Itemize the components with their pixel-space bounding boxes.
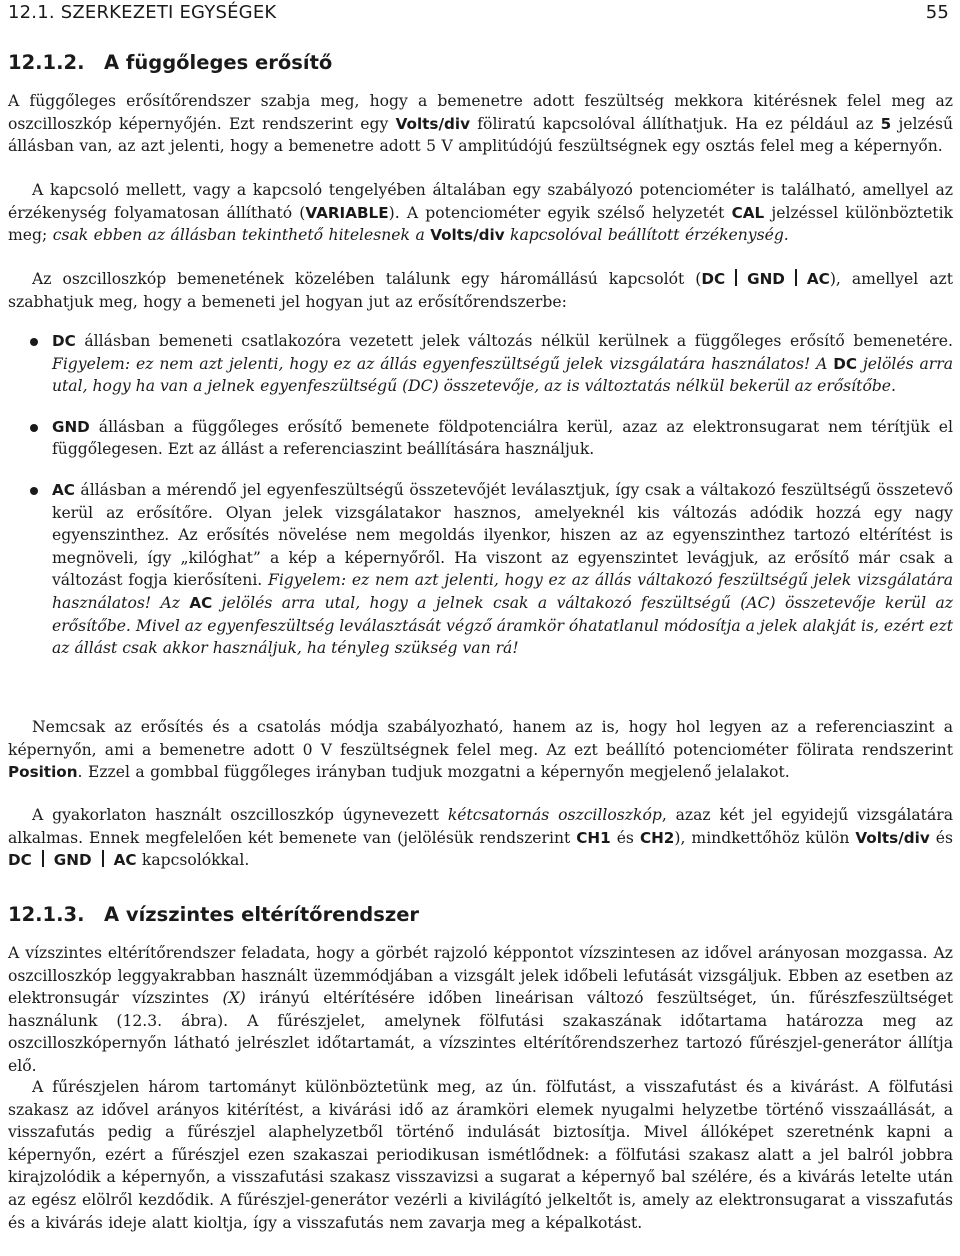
separator-bar <box>735 269 737 286</box>
separator-bar <box>102 850 104 867</box>
section-heading-horizontal-deflection <box>8 902 419 928</box>
chapter-title: 12.1. SZERKEZETI EGYSÉGEK <box>8 2 277 23</box>
section-number: 12.1.3. <box>8 903 85 926</box>
list-item-gnd: GND állásban a függőleges erősítő bemenete földpotenciálra kerül, azaz az elektronsugarat nem térítjük el függőlegesen. Ezt az állást a referenciaszint beállítására használjuk. <box>8 416 953 461</box>
bullet-icon <box>30 424 38 432</box>
paragraph-volts-div: A függőleges erősítőrendszer szabja meg, hogy a bemenetre adott feszültség mekkora kitérésnek felel meg az oszcilloszkóp képernyőjén. Ezt rendszerint egy Volts/div föliratú kapcsolóval állíthatjuk. Ha ez például az 5 jelzésű állásban van, az azt jelenti, hogy a bemenetre adott 5 V amplitúdójú feszültségnek egy osztás felel meg a képernyőn. <box>8 92 953 156</box>
paragraph-position: Nemcsak az erősítés és a csatolás módja szabályozható, hanem az is, hogy hol legyen az a referenciaszint a képernyőn, ami a bemenetre adott 0 V feszültségnek felel meg. Az ezt beállító potenciométer fölirata rendszerint Position. Ezzel a gombbal függőleges irányban tudjuk mozgatni a képernyőn megjelenő jelalakot. <box>8 718 953 782</box>
section-heading-vertical-amplifier <box>8 50 332 76</box>
paragraph-sawtooth-phases: A fűrészjelen három tartományt különböztetünk meg, az ún. fölfutást, a visszafutást és a kivárást. A fölfutási szakasz az idővel arányos kitérítést, a kivárási idő az áramköri elemek nyugalmi helyzetbe történő visszaállását, a visszafutás pedig a fűrészjel alaphelyzetből történő indulását biztosítja. Mivel állóképet szeretnénk kapni a képernyőn, ezért a fűrészjel ezen szakaszai periodikusan ismétlődnek: a fölfutási szakasz alatt a jel balról jobbra kirajzolódik a képernyőn, a visszafutási szakasz visszavizsi a sugarat a képernyő bal szélére, és a kivárás letelte után az egész elölről kezdődik. A fűrészjel-generátor vezérli a kivilágító jelkeltőt is, amely az elektronsugarat a visszafutás és a kivárás ideje alatt kioltja, így a visszafutás nem zavarja meg a képalkotást. <box>8 1078 953 1232</box>
coupling-mode-list <box>8 330 953 678</box>
paragraph-variable-potentiometer: A kapcsoló mellett, vagy a kapcsoló tengelyében általában egy szabályozó potenciométer is található, amellyel az érzékenység folyamatosan állítható (VARIABLE). A potenciométer egyik szélső helyzetét CAL jelzéssel különböztetik meg; csak ebben az állásban tekinthető hitelesnek a Volts/div kapcsolóval beállított érzékenység. <box>8 181 954 245</box>
bullet-icon <box>30 338 38 346</box>
separator-bar <box>795 269 797 286</box>
page-number: 55 <box>925 2 949 23</box>
paragraph-sawtooth-intro: A vízszintes eltérítőrendszer feladata, hogy a görbét rajzoló képpontot vízszintesen az idővel arányosan mozgassa. Az oszcilloszkóp leggyakrabban használt üzemmódjában a vizsgált jelek időbeli lefutását vizsgáljuk. Ebben az esetben az elektronsugár vízszintes (X) irányú eltérítésére időben lineárisan változó feszültséget, ún. fűrészfeszültséget használunk (12.3. ábra). A fűrészjelet, amelynek fölfutási szakaszának időtartama határozza meg az oszcilloszkópernyőn látható jelrészlet időtartamát, a vízszintes eltérítőrendszerhez tartozó fűrészjel-generátor állítja elő. <box>8 944 953 1075</box>
section-title: A függőleges erősítő <box>104 51 333 74</box>
running-header <box>8 2 952 24</box>
separator-bar <box>42 850 44 867</box>
paragraph-dual-channel: A gyakorlaton használt oszcilloszkóp úgynevezett kétcsatornás oszcilloszkóp, azaz két jel egyidejű vizsgálatára alkalmas. Ennek megfelelően két bemenete van (jelölésük rendszerint CH1 és CH2), mindkettőhöz külön Volts/div és DC GND AC kapcsolókkal. <box>8 806 953 870</box>
list-item-ac: AC állásban a mérendő jel egyenfeszültségű összetevőjét leválasztjuk, így csak a váltakozó feszültségű összetevő kerül az erősítőre. Olyan jelek vizsgálatakor hasznos, amelyeknél kis változás adódik hozzá egy nagy egyenszinthez. Az erősítés növelése nem megoldás ilyenkor, hiszen az az egyenszinthez tartozó eltérítést is megnöveli, így „kilóghat” a kép a képernyőről. Ha viszont az egyenszintet levágjuk, az erősítő már csak a változást fogja kierősíteni. Figyelem: ez nem azt jelenti, hogy ez az állás váltakozó feszültségű jelek vizsgálatára használatos! Az AC jelölés arra utal, hogy a jelnek csak a váltakozó feszültségű (AC) összetevője kerül az erősítőbe. Mivel az egyenfeszültség leválasztását végző áramkör óhatatlanul módosítja a jelek alakját is, ezért ezt az állást csak akkor használjuk, ha tényleg szükség van rá! <box>8 479 953 660</box>
section-title: A vízszintes eltérítőrendszer <box>104 903 420 926</box>
section-number: 12.1.2. <box>8 51 85 74</box>
paragraph-coupling-switch: Az oszcilloszkóp bemenetének közelében találunk egy háromállású kapcsolót (DC GND AC), amellyel azt szabhatjuk meg, hogy a bemeneti jel hogyan jut az erősítőrendszerbe: <box>8 270 953 311</box>
bullet-icon <box>30 487 38 495</box>
list-item-dc: DC állásban bemeneti csatlakozóra vezetett jelek változás nélkül kerülnek a függőleges erősítő bemenetére. Figyelem: ez nem azt jelenti, hogy ez az állás egyenfeszültségű jelek vizsgálatára használatos! A DC jelölés arra utal, hogy ha van a jelnek egyenfeszültségű (DC) összetevője, az is változtatás nélkül bekerül az erősítőbe. <box>8 330 953 398</box>
